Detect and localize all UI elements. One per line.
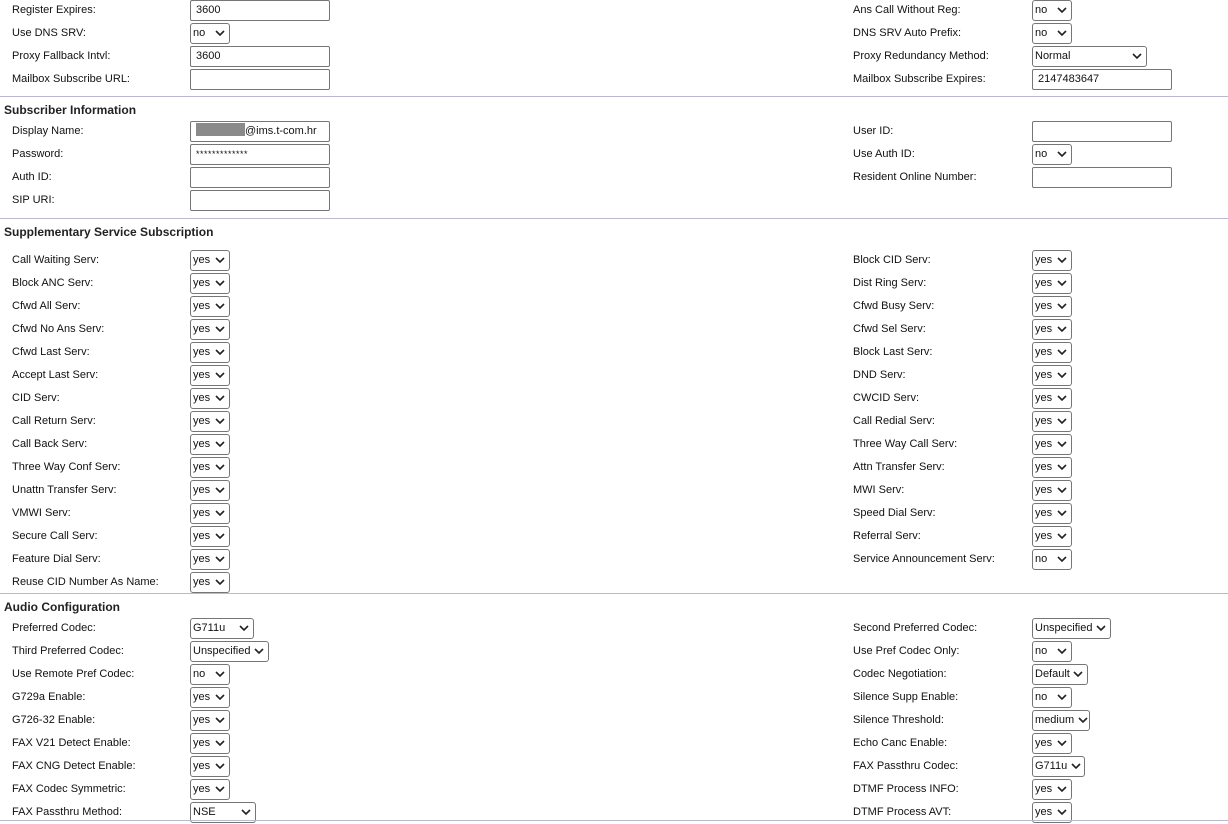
referral-serv-select[interactable] xyxy=(1032,526,1072,547)
label-cid-serv: CID Serv: xyxy=(12,392,60,404)
silence-supp-enable-select[interactable] xyxy=(1032,687,1072,708)
chevron-down-icon xyxy=(1056,462,1067,473)
select-value: yes xyxy=(193,484,211,496)
chevron-down-icon xyxy=(1056,278,1067,289)
select-value: yes xyxy=(1035,277,1053,289)
select-value: yes xyxy=(193,415,211,427)
setting-row xyxy=(0,364,1228,387)
secure-call-serv-select[interactable] xyxy=(190,526,230,547)
select-value: yes xyxy=(1035,346,1053,358)
select-value: yes xyxy=(193,277,211,289)
three-way-conf-serv-select[interactable] xyxy=(190,457,230,478)
chevron-down-icon xyxy=(1056,646,1067,657)
setting-row xyxy=(0,22,1228,45)
chevron-down-icon xyxy=(214,508,225,519)
label-unattn-transfer-serv: Unattn Transfer Serv: xyxy=(12,484,117,496)
section-title: Subscriber Information xyxy=(4,103,137,117)
label-speed-dial-serv: Speed Dial Serv: xyxy=(853,507,936,519)
password-input[interactable] xyxy=(190,144,330,165)
fax-codec-symmetric-select[interactable] xyxy=(190,779,230,800)
label-fax-codec-symmetric: FAX Codec Symmetric: xyxy=(12,783,126,795)
chevron-down-icon xyxy=(214,462,225,473)
cwcid-serv-select[interactable] xyxy=(1032,388,1072,409)
select-value: yes xyxy=(193,714,211,726)
select-value: yes xyxy=(1035,369,1053,381)
select-value: no xyxy=(1035,4,1048,16)
chevron-down-icon xyxy=(1056,692,1067,703)
user-id-input[interactable] xyxy=(1032,121,1172,142)
ans-call-without-reg-select[interactable] xyxy=(1032,0,1072,21)
block-cid-serv-select[interactable] xyxy=(1032,250,1072,271)
chevron-down-icon xyxy=(238,623,249,634)
select-value: NSE xyxy=(193,806,216,818)
setting-row xyxy=(0,479,1228,502)
chevron-down-icon xyxy=(1056,485,1067,496)
label-fax-passthru-method: FAX Passthru Method: xyxy=(12,806,123,818)
auth-id-input[interactable] xyxy=(190,167,330,188)
setting-row xyxy=(0,249,1228,272)
use-dns-srv-select[interactable] xyxy=(190,23,230,44)
label-reuse-cid-number-as-name: Reuse CID Number As Name: xyxy=(12,576,159,588)
dtmf-process-info-select[interactable] xyxy=(1032,779,1072,800)
chevron-down-icon xyxy=(1056,149,1067,160)
select-value: yes xyxy=(193,576,211,588)
label-use-remote-pref-codec: Use Remote Pref Codec: xyxy=(12,668,135,680)
setting-row xyxy=(0,143,1228,166)
chevron-down-icon xyxy=(1056,416,1067,427)
select-value: yes xyxy=(1035,507,1053,519)
section-header-supplementary-service-subscription xyxy=(0,218,1228,242)
chevron-down-icon xyxy=(240,807,251,818)
chevron-down-icon xyxy=(214,577,225,588)
setting-row xyxy=(0,341,1228,364)
label-service-announcement-serv: Service Announcement Serv: xyxy=(853,553,995,565)
cfwd-sel-serv-select[interactable] xyxy=(1032,319,1072,340)
select-value: yes xyxy=(193,760,211,772)
three-way-call-serv-select[interactable] xyxy=(1032,434,1072,455)
chevron-down-icon xyxy=(1056,255,1067,266)
label-use-dns-srv: Use DNS SRV: xyxy=(12,27,86,39)
select-value: no xyxy=(1035,691,1048,703)
select-value: medium xyxy=(1035,714,1075,726)
label-preferred-codec: Preferred Codec: xyxy=(12,622,96,634)
label-mailbox-subscribe-expires: Mailbox Subscribe Expires: xyxy=(853,73,986,85)
chevron-down-icon xyxy=(214,554,225,565)
setting-row xyxy=(0,548,1228,571)
setting-row xyxy=(0,318,1228,341)
label-silence-threshold: Silence Threshold: xyxy=(853,714,944,726)
label-call-back-serv: Call Back Serv: xyxy=(12,438,88,450)
preferred-codec-select[interactable] xyxy=(190,618,254,639)
select-value: yes xyxy=(193,507,211,519)
select-value: yes xyxy=(193,691,211,703)
chevron-down-icon xyxy=(1131,51,1142,62)
chevron-down-icon xyxy=(214,278,225,289)
label-echo-canc-enable: Echo Canc Enable: xyxy=(853,737,948,749)
label-secure-call-serv: Secure Call Serv: xyxy=(12,530,98,542)
chevron-down-icon xyxy=(1077,715,1088,726)
call-back-serv-select[interactable] xyxy=(190,434,230,455)
label-cfwd-sel-serv: Cfwd Sel Serv: xyxy=(853,323,926,335)
fax-cng-detect-enable-select[interactable] xyxy=(190,756,230,777)
setting-row xyxy=(0,709,1228,732)
input-value: ************* xyxy=(196,149,249,159)
select-value: yes xyxy=(193,438,211,450)
select-value: no xyxy=(1035,27,1048,39)
cfwd-all-serv-select[interactable] xyxy=(190,296,230,317)
select-value: yes xyxy=(1035,530,1053,542)
select-value: yes xyxy=(193,369,211,381)
label-proxy-fallback-intvl: Proxy Fallback Intvl: xyxy=(12,50,111,62)
select-value: yes xyxy=(1035,783,1053,795)
mailbox-subscribe-expires-input[interactable] xyxy=(1032,69,1172,90)
setting-row xyxy=(0,640,1228,663)
label-use-auth-id: Use Auth ID: xyxy=(853,148,915,160)
second-preferred-codec-select[interactable] xyxy=(1032,618,1111,639)
label-three-way-call-serv: Three Way Call Serv: xyxy=(853,438,958,450)
chevron-down-icon xyxy=(1056,370,1067,381)
chevron-down-icon xyxy=(214,669,225,680)
select-value: yes xyxy=(193,392,211,404)
chevron-down-icon xyxy=(1073,669,1084,680)
label-call-redial-serv: Call Redial Serv: xyxy=(853,415,935,427)
label-block-cid-serv: Block CID Serv: xyxy=(853,254,931,266)
label-user-id: User ID: xyxy=(853,125,894,137)
setting-row xyxy=(0,120,1228,143)
cfwd-last-serv-select[interactable] xyxy=(190,342,230,363)
setting-row xyxy=(0,456,1228,479)
label-silence-supp-enable: Silence Supp Enable: xyxy=(853,691,959,703)
service-announcement-serv-select[interactable] xyxy=(1032,549,1072,570)
dist-ring-serv-select[interactable] xyxy=(1032,273,1072,294)
label-cfwd-busy-serv: Cfwd Busy Serv: xyxy=(853,300,935,312)
accept-last-serv-select[interactable] xyxy=(190,365,230,386)
select-value: yes xyxy=(193,254,211,266)
chevron-down-icon xyxy=(1056,5,1067,16)
input-value: 3600 xyxy=(196,4,221,16)
select-value: no xyxy=(193,27,206,39)
setting-row xyxy=(0,166,1228,189)
chevron-down-icon xyxy=(214,301,225,312)
chevron-down-icon xyxy=(1056,738,1067,749)
setting-row xyxy=(0,45,1228,68)
label-vmwi-serv: VMWI Serv: xyxy=(12,507,71,519)
select-value: Normal xyxy=(1035,50,1071,62)
label-ans-call-without-reg: Ans Call Without Reg: xyxy=(853,4,961,16)
fax-passthru-codec-select[interactable] xyxy=(1032,756,1085,777)
chevron-down-icon xyxy=(214,324,225,335)
select-value: Default xyxy=(1035,668,1070,680)
section-title: Supplementary Service Subscription xyxy=(4,225,214,239)
chevron-down-icon xyxy=(214,370,225,381)
codec-negotiation-select[interactable] xyxy=(1032,664,1088,685)
select-value: yes xyxy=(1035,484,1053,496)
select-value: yes xyxy=(1035,323,1053,335)
setting-row xyxy=(0,571,1228,594)
third-preferred-codec-select[interactable] xyxy=(190,641,269,662)
chevron-down-icon xyxy=(1095,623,1106,634)
chevron-down-icon xyxy=(1070,761,1081,772)
chevron-down-icon xyxy=(214,761,225,772)
chevron-down-icon xyxy=(1056,784,1067,795)
setting-row xyxy=(0,663,1228,686)
select-value: no xyxy=(1035,148,1048,160)
label-fax-v21-detect-enable: FAX V21 Detect Enable: xyxy=(12,737,131,749)
label-third-preferred-codec: Third Preferred Codec: xyxy=(12,645,124,657)
resident-online-number-input[interactable] xyxy=(1032,167,1172,188)
input-value: 3600 xyxy=(196,50,221,62)
mailbox-subscribe-url-input[interactable] xyxy=(190,69,330,90)
select-value: yes xyxy=(1035,737,1053,749)
reuse-cid-number-as-name-select[interactable] xyxy=(190,572,230,593)
select-value: yes xyxy=(1035,300,1053,312)
setting-row xyxy=(0,387,1228,410)
label-register-expires: Register Expires: xyxy=(12,4,96,16)
section-title: Audio Configuration xyxy=(4,600,120,614)
chevron-down-icon xyxy=(214,439,225,450)
chevron-down-icon xyxy=(214,416,225,427)
select-value: yes xyxy=(1035,392,1053,404)
silence-threshold-select[interactable] xyxy=(1032,710,1090,731)
label-feature-dial-serv: Feature Dial Serv: xyxy=(12,553,101,565)
select-value: G711u xyxy=(193,622,226,634)
cfwd-busy-serv-select[interactable] xyxy=(1032,296,1072,317)
select-value: yes xyxy=(193,737,211,749)
select-value: yes xyxy=(193,783,211,795)
section-header-subscriber-information xyxy=(0,96,1228,120)
block-anc-serv-select[interactable] xyxy=(190,273,230,294)
use-auth-id-select[interactable] xyxy=(1032,144,1072,165)
setting-row xyxy=(0,525,1228,548)
unattn-transfer-serv-select[interactable] xyxy=(190,480,230,501)
chevron-down-icon xyxy=(1056,807,1067,818)
chevron-down-icon xyxy=(1056,28,1067,39)
chevron-down-icon xyxy=(214,485,225,496)
cid-serv-select[interactable] xyxy=(190,388,230,409)
label-dtmf-process-avt: DTMF Process AVT: xyxy=(853,806,952,818)
vmwi-serv-select[interactable] xyxy=(190,503,230,524)
use-remote-pref-codec-select[interactable] xyxy=(190,664,230,685)
proxy-fallback-intvl-input[interactable] xyxy=(190,46,330,67)
label-mailbox-subscribe-url: Mailbox Subscribe URL: xyxy=(12,73,130,85)
select-value: Unspecified xyxy=(1035,622,1093,634)
select-value: Unspecified xyxy=(193,645,251,657)
select-value: yes xyxy=(193,461,211,473)
setting-row xyxy=(0,778,1228,801)
label-attn-transfer-serv: Attn Transfer Serv: xyxy=(853,461,945,473)
label-second-preferred-codec: Second Preferred Codec: xyxy=(853,622,978,634)
chevron-down-icon xyxy=(253,646,264,657)
label-block-anc-serv: Block ANC Serv: xyxy=(12,277,94,289)
label-g726-32-enable: G726-32 Enable: xyxy=(12,714,96,726)
select-value: yes xyxy=(1035,415,1053,427)
setting-row xyxy=(0,502,1228,525)
chevron-down-icon xyxy=(1056,324,1067,335)
input-value: 2147483647 xyxy=(1038,73,1100,85)
label-fax-cng-detect-enable: FAX CNG Detect Enable: xyxy=(12,760,136,772)
setting-row xyxy=(0,272,1228,295)
section-header-audio-configuration xyxy=(0,593,1228,617)
label-codec-negotiation: Codec Negotiation: xyxy=(853,668,947,680)
chevron-down-icon xyxy=(214,715,225,726)
setting-row xyxy=(0,0,1228,22)
echo-canc-enable-select[interactable] xyxy=(1032,733,1072,754)
select-value: yes xyxy=(193,346,211,358)
g729a-enable-select[interactable] xyxy=(190,687,230,708)
setting-row xyxy=(0,686,1228,709)
label-g729a-enable: G729a Enable: xyxy=(12,691,86,703)
chevron-down-icon xyxy=(214,255,225,266)
label-block-last-serv: Block Last Serv: xyxy=(853,346,933,358)
setting-row xyxy=(0,732,1228,755)
label-dtmf-process-info: DTMF Process INFO: xyxy=(853,783,959,795)
chevron-down-icon xyxy=(1056,439,1067,450)
select-value: yes xyxy=(1035,806,1053,818)
select-value: yes xyxy=(193,530,211,542)
setting-row xyxy=(0,410,1228,433)
redacted-block xyxy=(196,123,245,136)
label-auth-id: Auth ID: xyxy=(12,171,52,183)
label-display-name: Display Name: xyxy=(12,125,84,137)
chevron-down-icon xyxy=(1056,347,1067,358)
label-dns-srv-auto-prefix: DNS SRV Auto Prefix: xyxy=(853,27,962,39)
chevron-down-icon xyxy=(1056,393,1067,404)
call-redial-serv-select[interactable] xyxy=(1032,411,1072,432)
label-cfwd-last-serv: Cfwd Last Serv: xyxy=(12,346,90,358)
chevron-down-icon xyxy=(1056,554,1067,565)
label-call-return-serv: Call Return Serv: xyxy=(12,415,96,427)
chevron-down-icon xyxy=(1056,531,1067,542)
label-cfwd-all-serv: Cfwd All Serv: xyxy=(12,300,81,312)
select-value: yes xyxy=(1035,438,1053,450)
label-sip-uri: SIP URI: xyxy=(12,194,55,206)
label-call-waiting-serv: Call Waiting Serv: xyxy=(12,254,100,266)
select-value: yes xyxy=(193,323,211,335)
label-dist-ring-serv: Dist Ring Serv: xyxy=(853,277,927,289)
speed-dial-serv-select[interactable] xyxy=(1032,503,1072,524)
display-name-input[interactable] xyxy=(190,121,330,142)
label-use-pref-codec-only: Use Pref Codec Only: xyxy=(853,645,960,657)
register-expires-input[interactable] xyxy=(190,0,330,21)
call-return-serv-select[interactable] xyxy=(190,411,230,432)
select-value: yes xyxy=(1035,461,1053,473)
chevron-down-icon xyxy=(1056,301,1067,312)
setting-row xyxy=(0,433,1228,456)
select-value: no xyxy=(193,668,206,680)
setting-row xyxy=(0,617,1228,640)
chevron-down-icon xyxy=(1056,508,1067,519)
label-cwcid-serv: CWCID Serv: xyxy=(853,392,919,404)
select-value: yes xyxy=(193,553,211,565)
chevron-down-icon xyxy=(214,784,225,795)
label-dnd-serv: DND Serv: xyxy=(853,369,906,381)
chevron-down-icon xyxy=(214,692,225,703)
g726-32-enable-select[interactable] xyxy=(190,710,230,731)
dns-srv-auto-prefix-select[interactable] xyxy=(1032,23,1072,44)
mwi-serv-select[interactable] xyxy=(1032,480,1072,501)
fax-v21-detect-enable-select[interactable] xyxy=(190,733,230,754)
chevron-down-icon xyxy=(214,531,225,542)
chevron-down-icon xyxy=(214,738,225,749)
select-value: no xyxy=(1035,645,1048,657)
label-proxy-redundancy-method: Proxy Redundancy Method: xyxy=(853,50,989,62)
call-waiting-serv-select[interactable] xyxy=(190,250,230,271)
sip-uri-input[interactable] xyxy=(190,190,330,211)
label-password: Password: xyxy=(12,148,64,160)
block-last-serv-select[interactable] xyxy=(1032,342,1072,363)
select-value: yes xyxy=(1035,254,1053,266)
label-three-way-conf-serv: Three Way Conf Serv: xyxy=(12,461,121,473)
input-value: @ims.t-com.hr xyxy=(245,125,317,137)
attn-transfer-serv-select[interactable] xyxy=(1032,457,1072,478)
cfwd-no-ans-serv-select[interactable] xyxy=(190,319,230,340)
label-fax-passthru-codec: FAX Passthru Codec: xyxy=(853,760,959,772)
label-referral-serv: Referral Serv: xyxy=(853,530,921,542)
select-value: G711u xyxy=(1035,760,1068,772)
chevron-down-icon xyxy=(214,28,225,39)
use-pref-codec-only-select[interactable] xyxy=(1032,641,1072,662)
setting-row xyxy=(0,295,1228,318)
chevron-down-icon xyxy=(214,393,225,404)
label-cfwd-no-ans-serv: Cfwd No Ans Serv: xyxy=(12,323,105,335)
setting-row xyxy=(0,755,1228,778)
label-mwi-serv: MWI Serv: xyxy=(853,484,905,496)
chevron-down-icon xyxy=(214,347,225,358)
label-accept-last-serv: Accept Last Serv: xyxy=(12,369,99,381)
dnd-serv-select[interactable] xyxy=(1032,365,1072,386)
setting-row xyxy=(0,68,1228,91)
select-value: yes xyxy=(193,300,211,312)
proxy-redundancy-method-select[interactable] xyxy=(1032,46,1147,67)
select-value: no xyxy=(1035,553,1048,565)
feature-dial-serv-select[interactable] xyxy=(190,549,230,570)
setting-row xyxy=(0,189,1228,212)
label-resident-online-number: Resident Online Number: xyxy=(853,171,977,183)
